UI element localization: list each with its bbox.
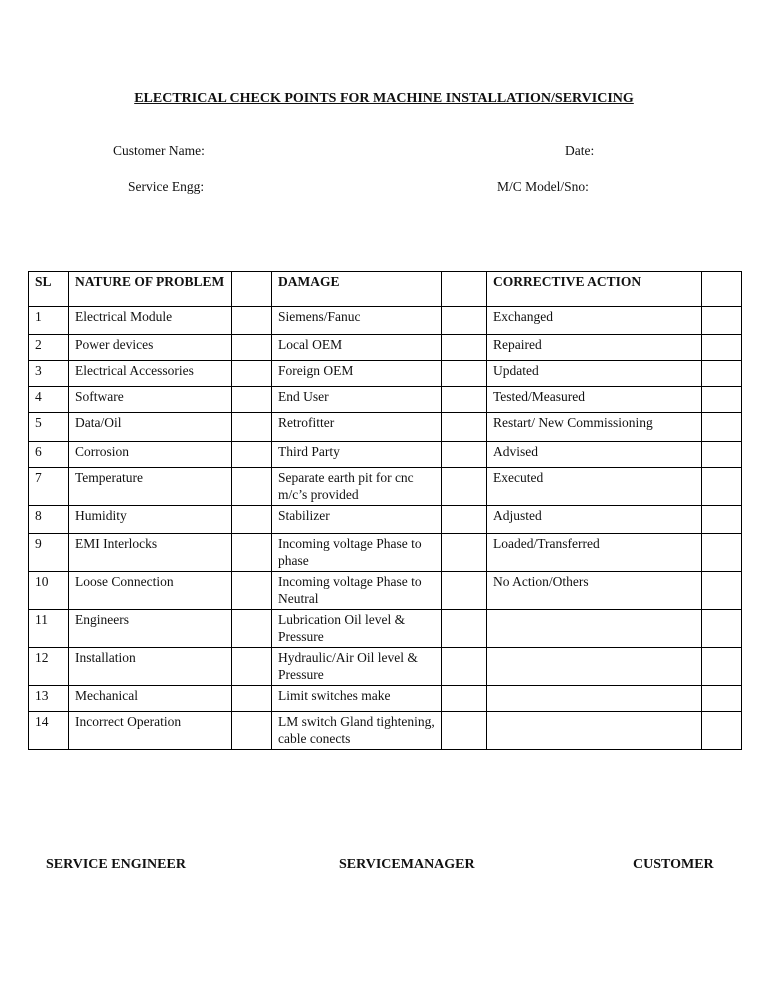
cell-blank	[232, 610, 272, 648]
cell-problem: EMI Interlocks	[69, 534, 232, 572]
cell-blank	[702, 413, 742, 442]
cell-blank	[232, 648, 272, 686]
cell-damage: Local OEM	[272, 335, 442, 361]
cell-problem: Loose Connection	[69, 572, 232, 610]
cell-damage: Third Party	[272, 442, 442, 468]
cell-sl: 10	[29, 572, 69, 610]
table-row	[29, 572, 742, 610]
table-row	[29, 468, 742, 506]
cell-sl: 14	[29, 712, 69, 750]
cell-blank	[442, 534, 487, 572]
cell-action	[487, 686, 702, 712]
header-corrective-action: CORRECTIVE ACTION	[487, 272, 702, 307]
table-row	[29, 442, 742, 468]
cell-blank	[232, 506, 272, 534]
cell-blank	[442, 686, 487, 712]
cell-blank	[702, 534, 742, 572]
header-blank-1	[232, 272, 272, 307]
cell-problem: Humidity	[69, 506, 232, 534]
cell-problem: Electrical Module	[69, 307, 232, 335]
cell-blank	[442, 506, 487, 534]
cell-blank	[232, 413, 272, 442]
table-row	[29, 534, 742, 572]
cell-damage: Limit switches make	[272, 686, 442, 712]
cell-problem: Installation	[69, 648, 232, 686]
cell-blank	[702, 307, 742, 335]
table-body	[29, 307, 742, 750]
cell-action: Restart/ New Commissioning	[487, 413, 702, 442]
cell-problem: Incorrect Operation	[69, 712, 232, 750]
customer-name-label: Customer Name:	[113, 143, 205, 158]
checkpoints-table	[28, 271, 742, 750]
signature-service-manager: SERVICEMANAGER	[339, 857, 475, 872]
table-row	[29, 610, 742, 648]
table-header-row	[29, 272, 742, 307]
cell-blank	[702, 610, 742, 648]
cell-action: Tested/Measured	[487, 387, 702, 413]
cell-damage: End User	[272, 387, 442, 413]
cell-sl: 12	[29, 648, 69, 686]
cell-blank	[702, 387, 742, 413]
cell-blank	[442, 712, 487, 750]
header-blank-3	[702, 272, 742, 307]
document-title: ELECTRICAL CHECK POINTS FOR MACHINE INSTALLATION/SERVICING	[134, 91, 634, 106]
cell-blank	[702, 335, 742, 361]
cell-action	[487, 712, 702, 750]
cell-blank	[702, 686, 742, 712]
cell-damage: Lubrication Oil level & Pressure	[272, 610, 442, 648]
table-row	[29, 648, 742, 686]
cell-blank	[232, 712, 272, 750]
cell-problem: Data/Oil	[69, 413, 232, 442]
cell-problem: Corrosion	[69, 442, 232, 468]
cell-blank	[232, 442, 272, 468]
table-row	[29, 413, 742, 442]
cell-sl: 5	[29, 413, 69, 442]
cell-blank	[442, 610, 487, 648]
cell-blank	[442, 648, 487, 686]
cell-damage: Separate earth pit for cnc m/c’s provided	[272, 468, 442, 506]
cell-blank	[702, 361, 742, 387]
table-row	[29, 506, 742, 534]
cell-problem: Mechanical	[69, 686, 232, 712]
cell-sl: 9	[29, 534, 69, 572]
cell-blank	[232, 387, 272, 413]
cell-action	[487, 648, 702, 686]
cell-blank	[442, 361, 487, 387]
cell-blank	[232, 468, 272, 506]
cell-blank	[442, 442, 487, 468]
cell-damage: Hydraulic/Air Oil level & Pressure	[272, 648, 442, 686]
cell-blank	[232, 361, 272, 387]
cell-problem: Engineers	[69, 610, 232, 648]
cell-blank	[702, 572, 742, 610]
cell-action: Exchanged	[487, 307, 702, 335]
cell-blank	[442, 572, 487, 610]
cell-problem: Power devices	[69, 335, 232, 361]
date-label: Date:	[565, 143, 595, 158]
table-row	[29, 686, 742, 712]
cell-action: Loaded/Transferred	[487, 534, 702, 572]
cell-blank	[702, 468, 742, 506]
cell-damage: Incoming voltage Phase to Neutral	[272, 572, 442, 610]
cell-damage: LM switch Gland tightening, cable conects	[272, 712, 442, 750]
cell-sl: 13	[29, 686, 69, 712]
cell-action: No Action/Others	[487, 572, 702, 610]
cell-action: Updated	[487, 361, 702, 387]
cell-damage: Siemens/Fanuc	[272, 307, 442, 335]
cell-blank	[232, 335, 272, 361]
cell-blank	[232, 534, 272, 572]
cell-action: Advised	[487, 442, 702, 468]
cell-blank	[442, 468, 487, 506]
mc-model-label: M/C Model/Sno:	[497, 179, 589, 194]
cell-action: Adjusted	[487, 506, 702, 534]
cell-problem: Electrical Accessories	[69, 361, 232, 387]
cell-blank	[232, 307, 272, 335]
cell-sl: 11	[29, 610, 69, 648]
table-row	[29, 387, 742, 413]
header-nature-of-problem: NATURE OF PROBLEM	[69, 272, 232, 307]
table-row	[29, 335, 742, 361]
cell-sl: 1	[29, 307, 69, 335]
cell-blank	[702, 648, 742, 686]
header-blank-2	[442, 272, 487, 307]
cell-action	[487, 610, 702, 648]
cell-sl: 3	[29, 361, 69, 387]
cell-blank	[232, 686, 272, 712]
cell-blank	[232, 572, 272, 610]
cell-sl: 7	[29, 468, 69, 506]
cell-action: Executed	[487, 468, 702, 506]
cell-sl: 6	[29, 442, 69, 468]
cell-problem: Temperature	[69, 468, 232, 506]
cell-damage: Foreign OEM	[272, 361, 442, 387]
table-row	[29, 307, 742, 335]
cell-blank	[702, 506, 742, 534]
cell-damage: Stabilizer	[272, 506, 442, 534]
header-damage: DAMAGE	[272, 272, 442, 307]
signature-service-engineer: SERVICE ENGINEER	[46, 857, 186, 872]
cell-problem: Software	[69, 387, 232, 413]
cell-blank	[702, 712, 742, 750]
table-row	[29, 712, 742, 750]
cell-damage: Retrofitter	[272, 413, 442, 442]
cell-damage: Incoming voltage Phase to phase	[272, 534, 442, 572]
cell-sl: 4	[29, 387, 69, 413]
cell-sl: 8	[29, 506, 69, 534]
cell-blank	[442, 387, 487, 413]
service-engg-label: Service Engg:	[128, 179, 205, 194]
signature-customer: CUSTOMER	[633, 857, 714, 872]
table-row	[29, 361, 742, 387]
cell-blank	[442, 307, 487, 335]
cell-blank	[442, 335, 487, 361]
header-sl: SL	[29, 272, 69, 307]
cell-blank	[702, 442, 742, 468]
cell-sl: 2	[29, 335, 69, 361]
cell-action: Repaired	[487, 335, 702, 361]
cell-blank	[442, 413, 487, 442]
